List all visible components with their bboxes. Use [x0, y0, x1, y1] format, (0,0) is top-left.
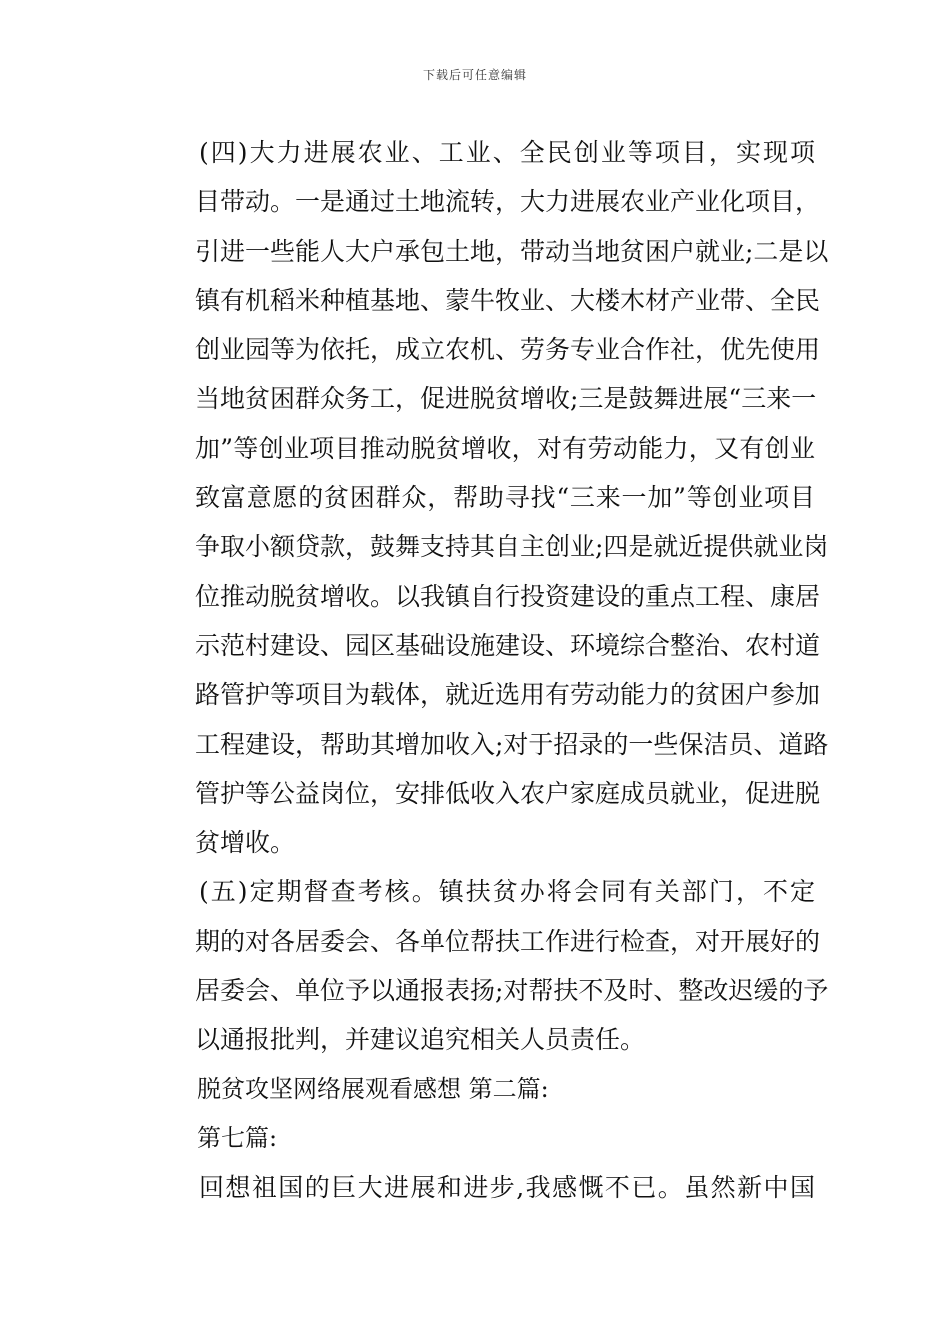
text-line: 以通报批判，并建议追究相关人员责任。: [195, 1025, 646, 1055]
text-line: 创业园等为依托，成立农机、劳务专业合作社，优先使用: [195, 335, 821, 365]
text-line: 当地贫困群众务工，促进脱贫增收;三是鼓舞进展“三来一: [195, 384, 817, 414]
text-line: (四)大力进展农业、工业、全民创业等项目，实现项: [199, 138, 815, 167]
text-line: 回想祖国的巨大进展和进步,我感慨不已。虽然新中国: [199, 1173, 815, 1203]
text-line: 致富意愿的贫困群众，帮助寻找“三来一加”等创业项目: [195, 483, 815, 513]
paragraph-project-driven: [145, 128, 829, 867]
page-header-note: 下载后可任意编辑: [422, 68, 527, 82]
document-body: [145, 128, 829, 1213]
text-line: 贫增收。: [195, 828, 296, 858]
paragraph-closing: [145, 1163, 815, 1212]
text-line: 路管护等项目为载体，就近选用有劳动能力的贫困户参加: [195, 680, 821, 710]
text-line: 工程建设，帮助其增加收入;对于招录的一些保洁员、道路: [195, 729, 829, 759]
section-heading-seventh: 第七篇:: [197, 1123, 278, 1152]
text-line: 目带动。一是通过土地流转，大力进展农业产业化项目，: [195, 187, 821, 217]
text-line: 位推动脱贫增收。以我镇自行投资建设的重点工程、康居: [195, 581, 821, 611]
text-line: 引进一些能人大户承包土地，带动当地贫困户就业;二是以: [195, 236, 829, 266]
section-heading-second: 脱贫攻坚网络展观看感想 第二篇:: [197, 1074, 549, 1103]
text-line: 镇有机稻米种植基地、蒙牛牧业、大楼木材产业带、全民: [195, 285, 821, 315]
paragraph-supervision: [145, 867, 829, 1064]
text-line: 示范村建设、园区基础设施建设、环境综合整治、农村道: [195, 630, 821, 660]
text-line: 居委会、单位予以通报表扬;对帮扶不及时、整改迟缓的予: [195, 976, 829, 1006]
text-line: (五)定期督查考核。镇扶贫办将会同有关部门，不定: [199, 877, 815, 907]
text-line: 加”等创业项目推动脱贫增收，对有劳动能力，又有创业: [195, 433, 815, 463]
text-line: 期的对各居委会、各单位帮扶工作进行检查，对开展好的: [195, 926, 821, 956]
text-line: 争取小额贷款，鼓舞支持其自主创业;四是就近提供就业岗: [195, 532, 829, 562]
text-line: 管护等公益岗位，安排低收入农户家庭成员就业，促进脱: [195, 778, 821, 808]
